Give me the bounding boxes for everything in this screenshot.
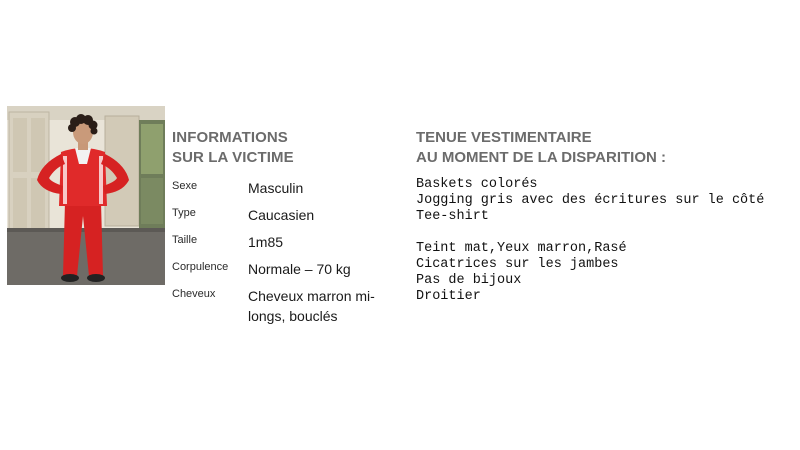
info-heading-line2: SUR LA VICTIME [172,149,294,166]
info-value: Normale – 70 kg [248,261,351,277]
info-label: Type [172,207,196,219]
outfit-heading-line1: TENUE VESTIMENTAIRE [416,129,592,146]
info-value: Masculin [248,180,304,196]
info-label: Corpulence [172,261,229,273]
victim-photo [7,106,165,285]
outfit-heading [416,128,666,168]
info-value: Cheveux marron mi-longs, bouclés [248,288,375,324]
trait-line: Cicatrices sur les jambes [416,257,619,272]
trait-line: Droitier [416,289,481,304]
info-label: Sexe [172,180,198,192]
info-label: Taille [172,234,198,246]
outfit-line: Tee-shirt [416,209,489,224]
outfit-list [416,177,796,305]
trait-line: Teint mat,Yeux marron,Rasé [416,241,627,256]
spacer [416,225,796,241]
info-value: 1m85 [248,234,284,250]
outfit-line: Jogging gris avec des écritures sur le côté [416,193,765,208]
outfit-line: Baskets colorés [416,177,538,192]
trait-line: Pas de bijoux [416,273,522,288]
info-heading [172,128,294,168]
outfit-heading-line2: AU MOMENT DE LA DISPARITION : [416,149,666,166]
info-value: Caucasien [248,207,315,223]
info-heading-line1: INFORMATIONS [172,129,288,146]
info-label: Cheveux [172,288,216,300]
